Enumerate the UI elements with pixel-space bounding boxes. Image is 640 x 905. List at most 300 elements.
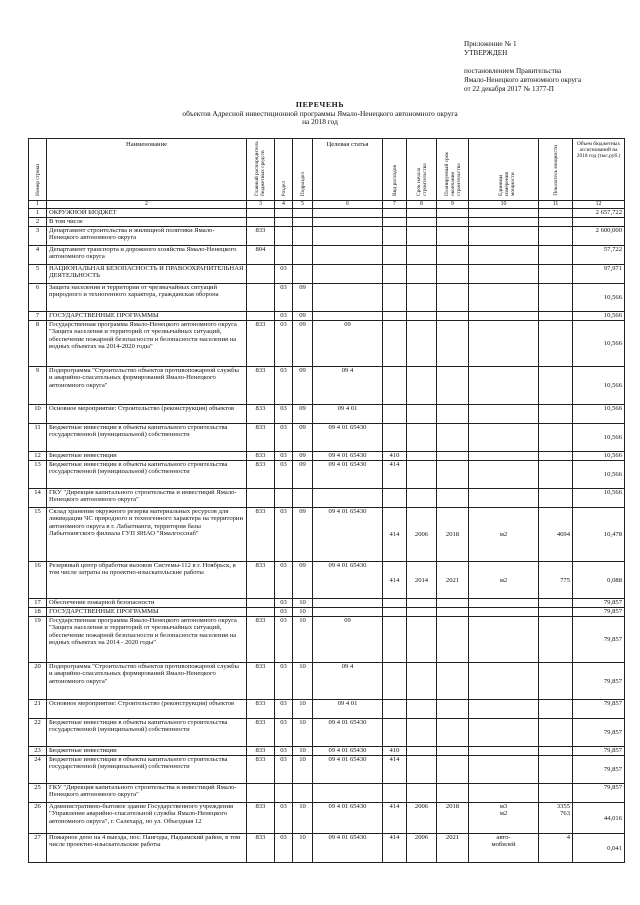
table-row <box>29 489 625 508</box>
row-volume: 10,566 <box>573 452 625 461</box>
row-number: 12 <box>29 452 47 461</box>
row-podrazdel: 09 <box>293 321 313 367</box>
row-name: Государственная программа Ямало-Ненецкого автономного округа "Защита населения и территорий от чрезвычайных ситуаций, обеспечение пожарной безопасности и безопасности населения на водных объектах на 2014-2020 годы" <box>47 321 247 367</box>
row-unit: м2 <box>469 508 539 562</box>
row-capacity <box>539 599 573 608</box>
row-start <box>407 284 437 312</box>
row-podrazdel: 09 <box>293 405 313 424</box>
table-row <box>29 265 625 284</box>
colnum: 10 <box>469 201 539 209</box>
row-volume: 2 600,000 <box>573 227 625 246</box>
row-finish <box>437 719 469 747</box>
row-grbs: 833 <box>247 700 275 719</box>
table-row <box>29 461 625 489</box>
approval-appendix: Приложение № 1 <box>464 40 517 48</box>
row-name: Основное мероприятие: Строительство (реконструкция) объектов <box>47 700 247 719</box>
header-grbs: Главный распорядитель бюджетных средств <box>247 139 275 201</box>
row-capacity <box>539 617 573 663</box>
row-unit <box>469 700 539 719</box>
row-vr <box>383 784 407 803</box>
row-start <box>407 617 437 663</box>
row-number: 10 <box>29 405 47 424</box>
row-name: Подпрограмма "Строительство объектов противопожарной службы и аварийно-спасательных формирований Ямало-Ненецкого автономного округа" <box>47 663 247 700</box>
row-finish: 2021 <box>437 562 469 599</box>
row-csr <box>313 599 383 608</box>
row-vr <box>383 218 407 227</box>
table-row <box>29 756 625 784</box>
row-csr: 09 4 01 65430 <box>313 452 383 461</box>
row-razdel: 03 <box>275 461 293 489</box>
table-row <box>29 227 625 246</box>
row-number: 20 <box>29 663 47 700</box>
row-unit <box>469 756 539 784</box>
approval-date: от 22 декабря 2017 № 1377-П <box>464 85 554 93</box>
row-number: 6 <box>29 284 47 312</box>
table-row <box>29 452 625 461</box>
row-unit <box>469 784 539 803</box>
row-name: В том числе <box>47 218 247 227</box>
row-volume: 2 657,722 <box>573 209 625 218</box>
row-volume: 79,857 <box>573 784 625 803</box>
header-finish: Планируемый срок окончания строительства <box>437 139 469 201</box>
row-csr: 09 4 01 65430 <box>313 424 383 452</box>
row-unit: м2 <box>469 562 539 599</box>
row-capacity <box>539 227 573 246</box>
row-grbs: 833 <box>247 321 275 367</box>
row-name: ГОСУДАРСТВЕННЫЕ ПРОГРАММЫ <box>47 312 247 321</box>
row-vr <box>383 489 407 508</box>
row-grbs <box>247 209 275 218</box>
row-csr: 09 <box>313 617 383 663</box>
colnum: 6 <box>313 201 383 209</box>
row-start <box>407 265 437 284</box>
row-csr: 09 4 01 65430 <box>313 756 383 784</box>
row-name: Департамент транспорта и дорожного хозяйства Ямало-Ненецкого автономного округа <box>47 246 247 265</box>
row-finish <box>437 246 469 265</box>
row-name: Бюджетные инвестиции в объекты капитального строительства государственной (муниципальной) собственности <box>47 719 247 747</box>
row-csr <box>313 489 383 508</box>
table-row <box>29 508 625 562</box>
row-start <box>407 405 437 424</box>
row-grbs: 833 <box>247 834 275 863</box>
row-vr: 414 <box>383 756 407 784</box>
row-number: 19 <box>29 617 47 663</box>
row-volume: 10,566 <box>573 405 625 424</box>
row-podrazdel: 10 <box>293 617 313 663</box>
row-vr <box>383 246 407 265</box>
row-unit <box>469 227 539 246</box>
table-row <box>29 218 625 227</box>
table-row <box>29 367 625 405</box>
row-grbs <box>247 599 275 608</box>
row-name: ОКРУЖНОЙ БЮДЖЕТ <box>47 209 247 218</box>
row-capacity: 775 <box>539 562 573 599</box>
row-grbs: 833 <box>247 719 275 747</box>
row-podrazdel: 09 <box>293 461 313 489</box>
row-finish <box>437 617 469 663</box>
table-row <box>29 209 625 218</box>
row-razdel <box>275 218 293 227</box>
row-capacity <box>539 747 573 756</box>
row-podrazdel: 09 <box>293 508 313 562</box>
row-razdel: 03 <box>275 617 293 663</box>
row-start: 2006 <box>407 508 437 562</box>
row-razdel: 03 <box>275 367 293 405</box>
row-volume: 57,722 <box>573 246 625 265</box>
row-vr: 414 <box>383 834 407 863</box>
row-start <box>407 227 437 246</box>
row-volume: 0,088 <box>573 562 625 599</box>
row-number: 8 <box>29 321 47 367</box>
row-capacity <box>539 321 573 367</box>
colnum: 9 <box>437 201 469 209</box>
row-podrazdel: 10 <box>293 719 313 747</box>
row-capacity <box>539 756 573 784</box>
colnum: 11 <box>539 201 573 209</box>
row-start <box>407 608 437 617</box>
row-podrazdel <box>293 265 313 284</box>
row-unit <box>469 367 539 405</box>
row-volume: 10,566 <box>573 312 625 321</box>
row-csr <box>313 784 383 803</box>
row-vr <box>383 312 407 321</box>
row-start <box>407 719 437 747</box>
row-vr <box>383 700 407 719</box>
row-finish <box>437 599 469 608</box>
colnum: 8 <box>407 201 437 209</box>
row-podrazdel <box>293 227 313 246</box>
row-razdel <box>275 784 293 803</box>
row-start <box>407 312 437 321</box>
column-number-row <box>29 201 625 209</box>
row-finish <box>437 367 469 405</box>
row-finish <box>437 452 469 461</box>
row-finish <box>437 218 469 227</box>
row-finish <box>437 756 469 784</box>
table-row <box>29 312 625 321</box>
row-grbs: 833 <box>247 747 275 756</box>
row-vr <box>383 367 407 405</box>
header-unit: Единицы измерения мощности <box>469 139 539 201</box>
row-vr <box>383 424 407 452</box>
investment-table <box>28 138 625 863</box>
row-finish <box>437 265 469 284</box>
row-number: 11 <box>29 424 47 452</box>
table-row <box>29 700 625 719</box>
row-podrazdel: 10 <box>293 834 313 863</box>
row-unit <box>469 461 539 489</box>
row-podrazdel: 10 <box>293 599 313 608</box>
row-unit <box>469 321 539 367</box>
approval-block <box>464 40 634 94</box>
row-number: 9 <box>29 367 47 405</box>
row-capacity <box>539 663 573 700</box>
row-csr: 09 4 01 65430 <box>313 803 383 834</box>
row-vr <box>383 227 407 246</box>
title-line1: объектов Адресной инвестиционной программы Ямало-Ненецкого автономного округа <box>182 108 458 118</box>
colnum: 5 <box>293 201 313 209</box>
table-row <box>29 608 625 617</box>
row-finish <box>437 608 469 617</box>
row-name: Департамент строительства и жилищной политики Ямало-Ненецкого автономного округа <box>47 227 247 246</box>
row-podrazdel <box>293 489 313 508</box>
row-volume: 10,566 <box>573 461 625 489</box>
row-volume: 97,971 <box>573 265 625 284</box>
row-grbs: 833 <box>247 617 275 663</box>
row-finish <box>437 747 469 756</box>
table-row <box>29 599 625 608</box>
row-csr: 09 4 01 65430 <box>313 747 383 756</box>
table-body <box>29 209 625 863</box>
row-number: 21 <box>29 700 47 719</box>
table-row <box>29 834 625 863</box>
row-unit <box>469 284 539 312</box>
row-csr: 09 4 01 65430 <box>313 834 383 863</box>
row-unit: авто- мобилей <box>469 834 539 863</box>
row-unit <box>469 452 539 461</box>
row-capacity <box>539 700 573 719</box>
row-name: Склад хранения окружного резерва материальных ресурсов для ликвидации ЧС природного и техногенного характера на территории автономного округа в г. Лабытнанги, территория базы Лабытнангского филиала ГУП ЯНАО "Ямалгосснаб" <box>47 508 247 562</box>
row-capacity <box>539 461 573 489</box>
row-start <box>407 218 437 227</box>
row-name: ГОСУДАРСТВЕННЫЕ ПРОГРАММЫ <box>47 608 247 617</box>
table-row <box>29 617 625 663</box>
row-name: Бюджетные инвестиции в объекты капитального строительства государственной (муниципальной) собственности <box>47 756 247 784</box>
row-csr <box>313 218 383 227</box>
row-razdel <box>275 489 293 508</box>
row-finish <box>437 700 469 719</box>
row-vr <box>383 209 407 218</box>
row-name: ГКУ "Дирекция капитального строительства и инвестиций Ямало-Ненецкого автономного округа" <box>47 489 247 508</box>
header-csr: Целевая статья <box>313 139 383 201</box>
row-razdel: 03 <box>275 508 293 562</box>
row-start: 2014 <box>407 562 437 599</box>
row-grbs: 833 <box>247 461 275 489</box>
row-start: 2006 <box>407 803 437 834</box>
row-unit <box>469 747 539 756</box>
row-grbs: 833 <box>247 663 275 700</box>
row-finish <box>437 784 469 803</box>
row-volume: 79,857 <box>573 756 625 784</box>
row-name: Государственная программа Ямало-Ненецкого автономного округа "Защита населения и территорий от чрезвычайных ситуаций, обеспечение пожарной безопасности и безопасности населения на водных объектах на 2014 - 2020 годы" <box>47 617 247 663</box>
approval-government: Ямало-Ненецкого автономного округа <box>464 76 582 84</box>
row-start <box>407 489 437 508</box>
row-razdel: 03 <box>275 719 293 747</box>
colnum: 7 <box>383 201 407 209</box>
title-heading: ПЕРЕЧЕНЬ <box>295 100 345 109</box>
row-csr <box>313 209 383 218</box>
header-podrazdel: Подраздел <box>293 139 313 201</box>
header-volume: Объем бюджетных ассигнований на 2018 год (тыс.руб.) <box>573 139 625 201</box>
row-number: 16 <box>29 562 47 599</box>
row-name: Обеспечение пожарной безопасности <box>47 599 247 608</box>
table-row <box>29 803 625 834</box>
row-grbs <box>247 265 275 284</box>
row-volume: 79,857 <box>573 747 625 756</box>
row-grbs: 833 <box>247 227 275 246</box>
row-unit <box>469 608 539 617</box>
row-finish <box>437 321 469 367</box>
row-finish: 2018 <box>437 803 469 834</box>
row-csr: 09 4 01 <box>313 405 383 424</box>
row-finish <box>437 209 469 218</box>
row-capacity: 4694 <box>539 508 573 562</box>
row-finish <box>437 489 469 508</box>
row-razdel <box>275 209 293 218</box>
row-vr <box>383 599 407 608</box>
row-finish <box>437 227 469 246</box>
row-vr <box>383 608 407 617</box>
row-number: 13 <box>29 461 47 489</box>
row-podrazdel: 10 <box>293 608 313 617</box>
row-capacity <box>539 218 573 227</box>
row-capacity <box>539 312 573 321</box>
row-capacity <box>539 246 573 265</box>
table-row <box>29 719 625 747</box>
row-podrazdel <box>293 784 313 803</box>
row-capacity <box>539 209 573 218</box>
row-razdel <box>275 227 293 246</box>
row-unit <box>469 617 539 663</box>
row-podrazdel: 10 <box>293 747 313 756</box>
row-csr: 09 4 01 <box>313 700 383 719</box>
row-podrazdel <box>293 246 313 265</box>
row-number: 23 <box>29 747 47 756</box>
row-razdel: 03 <box>275 265 293 284</box>
row-podrazdel: 09 <box>293 562 313 599</box>
row-start <box>407 784 437 803</box>
row-number: 27 <box>29 834 47 863</box>
row-unit <box>469 663 539 700</box>
row-unit <box>469 218 539 227</box>
row-name: Резервный центр обработки вызовов Системы-112 в г. Ноябрьск, в том числе затраты на проектно-изыскательские работы <box>47 562 247 599</box>
row-podrazdel: 09 <box>293 452 313 461</box>
row-csr <box>313 312 383 321</box>
row-number: 15 <box>29 508 47 562</box>
row-grbs: 833 <box>247 424 275 452</box>
row-podrazdel: 09 <box>293 312 313 321</box>
row-name: Бюджетные инвестиции в объекты капитального строительства государственной (муниципальной) собственности <box>47 424 247 452</box>
row-csr <box>313 265 383 284</box>
row-unit <box>469 209 539 218</box>
row-csr: 09 4 01 65430 <box>313 508 383 562</box>
row-finish: 2018 <box>437 508 469 562</box>
row-unit <box>469 312 539 321</box>
row-number: 5 <box>29 265 47 284</box>
row-csr <box>313 227 383 246</box>
row-name: Бюджетные инвестиции <box>47 747 247 756</box>
row-number: 17 <box>29 599 47 608</box>
row-csr <box>313 284 383 312</box>
title-line2: на 2018 год <box>302 117 338 126</box>
row-finish <box>437 284 469 312</box>
table-row <box>29 747 625 756</box>
row-vr <box>383 719 407 747</box>
row-razdel: 03 <box>275 747 293 756</box>
row-capacity <box>539 719 573 747</box>
row-finish <box>437 424 469 452</box>
row-podrazdel: 09 <box>293 284 313 312</box>
row-unit <box>469 489 539 508</box>
row-vr <box>383 405 407 424</box>
row-razdel: 03 <box>275 608 293 617</box>
row-capacity <box>539 284 573 312</box>
row-name: Бюджетные инвестиции <box>47 452 247 461</box>
row-finish <box>437 405 469 424</box>
row-vr <box>383 265 407 284</box>
row-volume: 79,857 <box>573 599 625 608</box>
row-volume: 79,857 <box>573 617 625 663</box>
table-row <box>29 424 625 452</box>
row-name: Основное мероприятие: Строительство (реконструкция) объектов <box>47 405 247 424</box>
row-name: Подпрограмма "Строительство объектов противопожарной службы и аварийно-спасательных формирований Ямало-Ненецкого автономного округа" <box>47 367 247 405</box>
row-volume: 79,857 <box>573 608 625 617</box>
row-grbs <box>247 608 275 617</box>
row-capacity: 3355 763 <box>539 803 573 834</box>
row-grbs: 833 <box>247 508 275 562</box>
row-finish <box>437 461 469 489</box>
row-grbs: 833 <box>247 405 275 424</box>
row-csr: 09 4 01 65430 <box>313 562 383 599</box>
row-vr: 414 <box>383 803 407 834</box>
row-csr <box>313 246 383 265</box>
colnum: 4 <box>275 201 293 209</box>
row-vr <box>383 663 407 700</box>
row-grbs <box>247 218 275 227</box>
row-number: 1 <box>29 209 47 218</box>
row-start <box>407 747 437 756</box>
colnum: 2 <box>47 201 247 209</box>
row-finish <box>437 663 469 700</box>
row-number: 14 <box>29 489 47 508</box>
row-capacity <box>539 784 573 803</box>
row-podrazdel: 10 <box>293 756 313 784</box>
row-csr: 09 4 01 65430 <box>313 719 383 747</box>
row-grbs <box>247 489 275 508</box>
table-row <box>29 405 625 424</box>
row-razdel: 03 <box>275 803 293 834</box>
row-grbs <box>247 784 275 803</box>
row-podrazdel: 10 <box>293 700 313 719</box>
row-number: 7 <box>29 312 47 321</box>
row-number: 26 <box>29 803 47 834</box>
row-csr <box>313 608 383 617</box>
row-razdel: 03 <box>275 312 293 321</box>
row-razdel: 03 <box>275 599 293 608</box>
row-volume: 79,857 <box>573 663 625 700</box>
row-razdel: 03 <box>275 405 293 424</box>
row-podrazdel: 09 <box>293 424 313 452</box>
row-grbs <box>247 312 275 321</box>
row-start <box>407 246 437 265</box>
approval-decree: постановлением Правительства <box>464 67 562 75</box>
colnum: 1 <box>29 201 47 209</box>
row-start <box>407 700 437 719</box>
row-start <box>407 663 437 700</box>
row-volume: 79,857 <box>573 700 625 719</box>
row-grbs: 804 <box>247 246 275 265</box>
row-capacity: 4 <box>539 834 573 863</box>
row-vr <box>383 617 407 663</box>
row-name: ГКУ "Дирекция капитального строительства и инвестиций Ямало-Ненецкого автономного округа" <box>47 784 247 803</box>
header-vr: Вид расходов <box>383 139 407 201</box>
row-name: Защита населения и территории от чрезвычайных ситуаций природного и техногенного характера, гражданская оборона <box>47 284 247 312</box>
row-capacity <box>539 405 573 424</box>
row-start <box>407 321 437 367</box>
row-unit <box>469 265 539 284</box>
header-start: Срок начала строительства <box>407 139 437 201</box>
row-start <box>407 209 437 218</box>
